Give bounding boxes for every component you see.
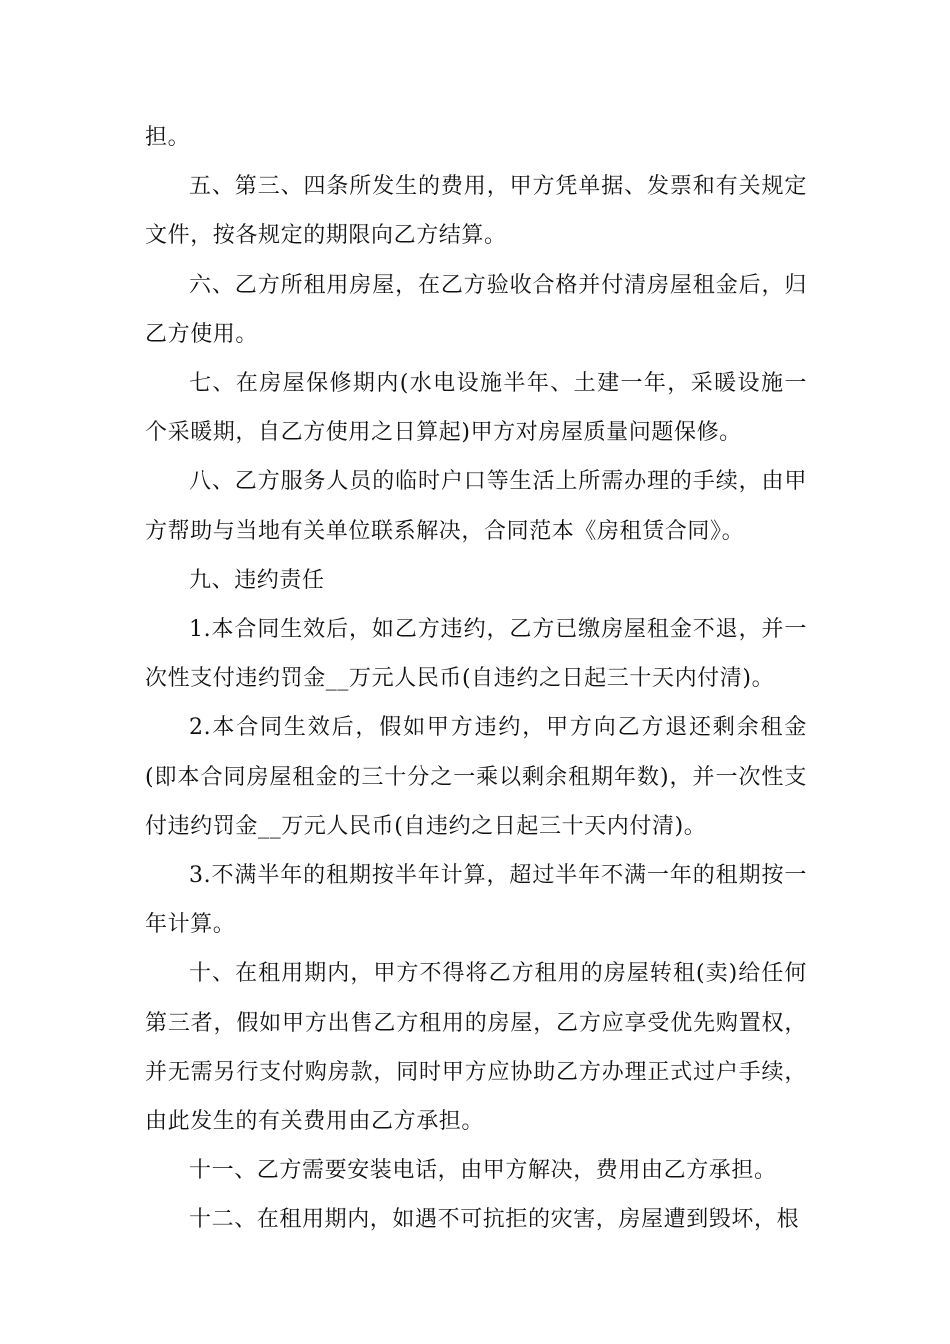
paragraph-clause-11: 十一、乙方需要安装电话，由甲方解决，费用由乙方承担。 [189,1158,777,1184]
paragraph-clause-9-3: 3.不满半年的租期按半年计算，超过半年不满一年的租期按一年计算。 [145,863,807,938]
paragraph-clause-8: 八、乙方服务人员的临时户口等生活上所需办理的手续，由甲方帮助与当地有关单位联系解决，合同范本《房租赁合同》。 [145,469,807,544]
paragraph-continuation: 担。 [145,125,191,150]
paragraph-clause-9-1: 1.本合同生效后，如乙方违约，乙方已缴房屋租金不退，并一次性支付违约罚金__万元人民币(自违约之日起三十天内付清)。 [145,617,807,692]
paragraph-clause-9-heading: 九、违约责任 [189,567,325,593]
paragraph-clause-12: 十二、在租用期内，如遇不可抗拒的灾害，房屋遭到毁坏，根 [189,1207,800,1233]
paragraph-clause-7: 七、在房屋保修期内(水电设施半年、土建一年，采暖设施一个采暖期，自乙方使用之日算起)甲方对房屋质量问题保修。 [145,371,807,446]
paragraph-clause-5: 五、第三、四条所发生的费用，甲方凭单据、发票和有关规定文件，按各规定的期限向乙方结算。 [145,174,807,249]
paragraph-clause-10: 十、在租用期内，甲方不得将乙方租用的房屋转租(卖)给任何第三者，假如甲方出售乙方租用的房屋，乙方应享受优先购置权，并无需另行支付购房款，同时甲方应协助乙方办理正式过户手续，由此发生的有关费用由乙方承担。 [145,961,807,1135]
document-body [145,113,807,1245]
paragraph-clause-6: 六、乙方所租用房屋，在乙方验收合格并付清房屋租金后，归乙方使用。 [145,272,807,347]
paragraph-clause-9-2: 2.本合同生效后，假如甲方违约，甲方向乙方退还剩余租金(即本合同房屋租金的三十分之一乘以剩余租期年数)，并一次性支付违约罚金__万元人民币(自违约之日起三十天内付清)。 [145,715,807,839]
